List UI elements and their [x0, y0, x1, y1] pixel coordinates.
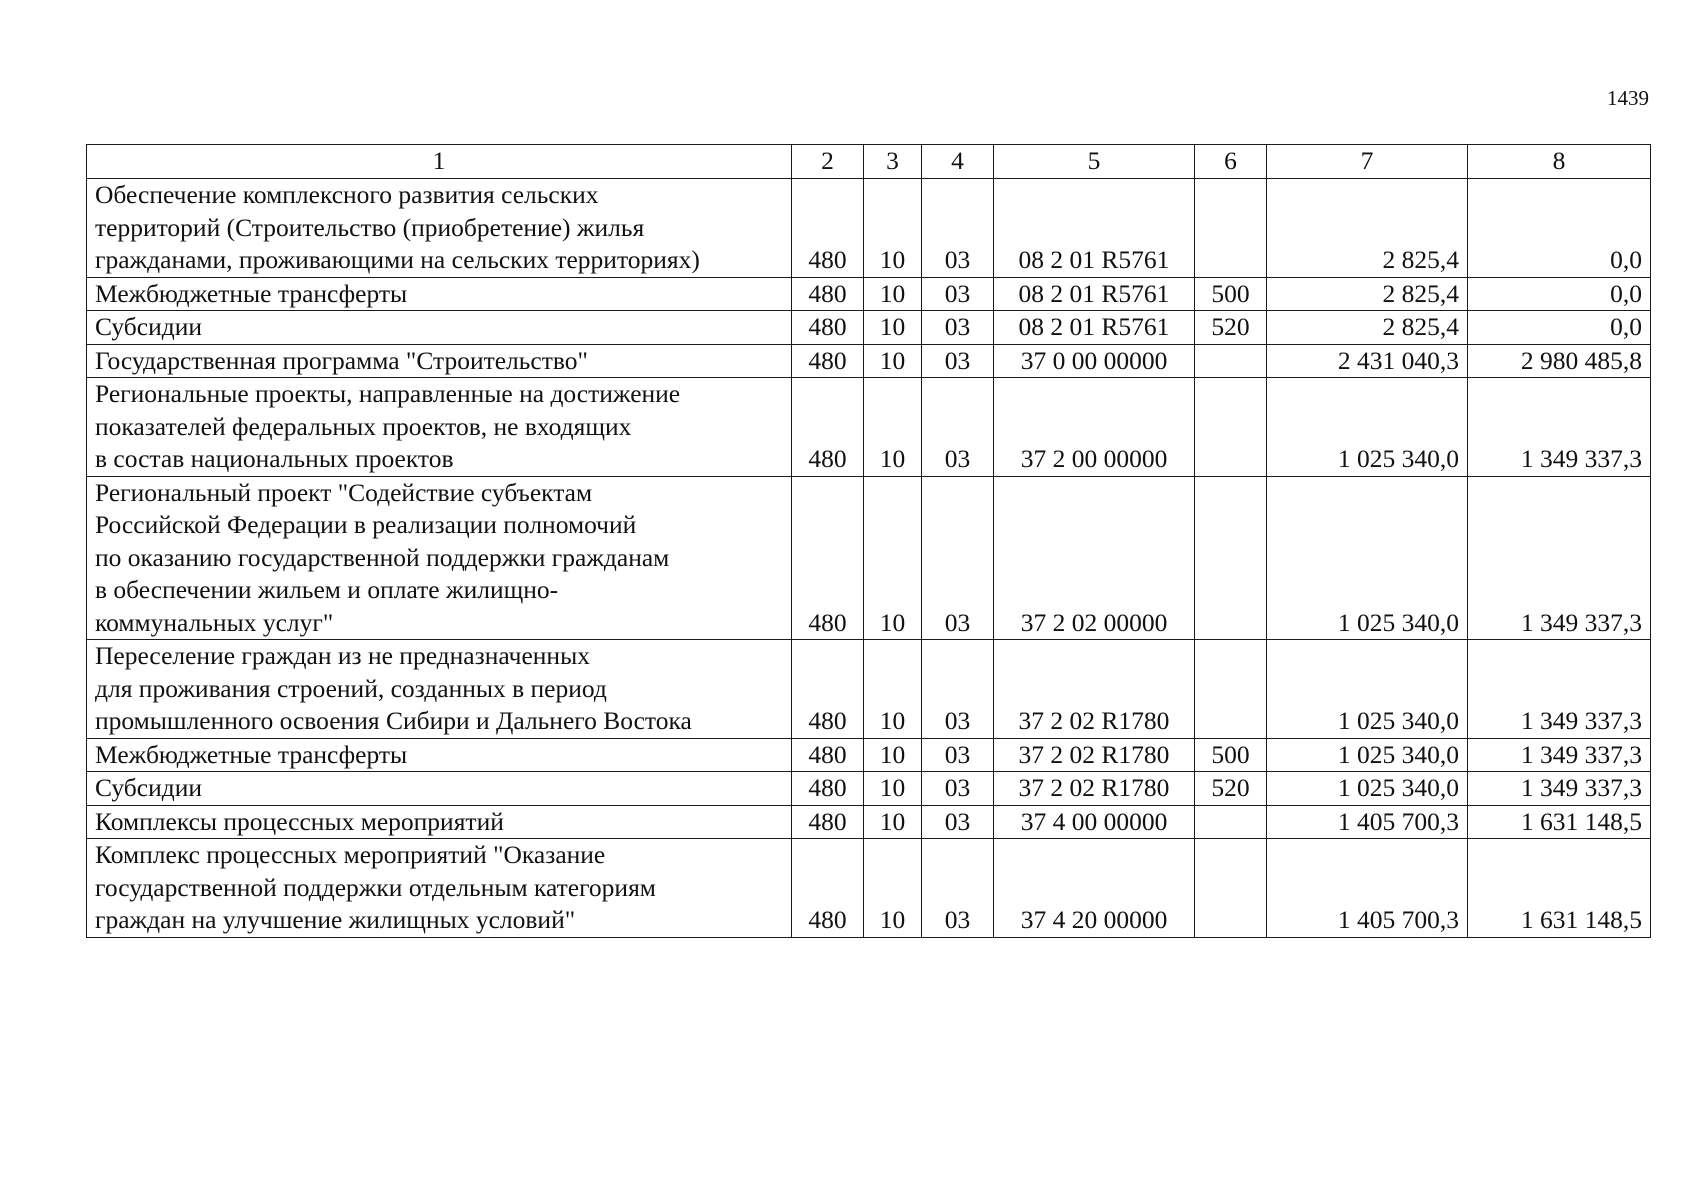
section-cell: 10 — [864, 344, 922, 378]
code-cell: 480 — [792, 179, 864, 278]
expense-type-cell — [1195, 805, 1267, 839]
table-row — [87, 179, 1651, 278]
code-cell: 480 — [792, 344, 864, 378]
amount-cell: 1 025 340,0 — [1267, 476, 1468, 640]
section-cell: 10 — [864, 179, 922, 278]
subsection-cell: 03 — [922, 311, 994, 345]
row-name-cell: Комплекс процессных мероприятий "Оказание государственной поддержки отдельным категориям граждан на улучшение жилищных условий" — [87, 839, 792, 938]
target-article-cell: 37 0 00 00000 — [994, 344, 1195, 378]
row-name-cell: Региональный проект "Содействие субъектам Российской Федерации в реализации полномочий по оказанию государственной поддержки гражданам в обеспечении жильем и оплате жилищно- коммунальных услуг" — [87, 476, 792, 640]
table-row — [87, 311, 1651, 345]
expense-type-cell — [1195, 344, 1267, 378]
subsection-cell: 03 — [922, 476, 994, 640]
amount-cell: 1 349 337,3 — [1468, 640, 1651, 739]
table-header-row — [87, 145, 1651, 179]
amount-cell: 1 349 337,3 — [1468, 738, 1651, 772]
section-cell: 10 — [864, 311, 922, 345]
subsection-cell: 03 — [922, 805, 994, 839]
amount-cell: 1 405 700,3 — [1267, 839, 1468, 938]
column-header: 3 — [864, 145, 922, 179]
expense-type-cell — [1195, 476, 1267, 640]
code-cell: 480 — [792, 476, 864, 640]
subsection-cell: 03 — [922, 179, 994, 278]
row-name-cell: Переселение граждан из не предназначенных для проживания строений, созданных в период промышленного освоения Сибири и Дальнего Востока — [87, 640, 792, 739]
table-row — [87, 738, 1651, 772]
amount-cell: 1 631 148,5 — [1468, 805, 1651, 839]
subsection-cell: 03 — [922, 839, 994, 938]
target-article-cell: 08 2 01 R5761 — [994, 179, 1195, 278]
code-cell: 480 — [792, 311, 864, 345]
column-header: 6 — [1195, 145, 1267, 179]
amount-cell: 2 431 040,3 — [1267, 344, 1468, 378]
row-name-cell: Межбюджетные трансферты — [87, 277, 792, 311]
section-cell: 10 — [864, 378, 922, 477]
expense-type-cell — [1195, 378, 1267, 477]
expense-type-cell: 520 — [1195, 772, 1267, 806]
row-name-cell: Комплексы процессных мероприятий — [87, 805, 792, 839]
table-row — [87, 344, 1651, 378]
expense-type-cell: 500 — [1195, 277, 1267, 311]
target-article-cell: 37 2 02 R1780 — [994, 738, 1195, 772]
table-row — [87, 640, 1651, 739]
table-row — [87, 805, 1651, 839]
section-cell: 10 — [864, 839, 922, 938]
section-cell: 10 — [864, 640, 922, 739]
table-row — [87, 378, 1651, 477]
target-article-cell: 37 2 02 00000 — [994, 476, 1195, 640]
column-header: 2 — [792, 145, 864, 179]
target-article-cell: 08 2 01 R5761 — [994, 277, 1195, 311]
target-article-cell: 37 4 00 00000 — [994, 805, 1195, 839]
section-cell: 10 — [864, 805, 922, 839]
target-article-cell: 37 2 02 R1780 — [994, 640, 1195, 739]
code-cell: 480 — [792, 772, 864, 806]
budget-table — [86, 144, 1651, 938]
code-cell: 480 — [792, 805, 864, 839]
expense-type-cell — [1195, 640, 1267, 739]
amount-cell: 0,0 — [1468, 277, 1651, 311]
target-article-cell: 08 2 01 R5761 — [994, 311, 1195, 345]
row-name-cell: Межбюджетные трансферты — [87, 738, 792, 772]
target-article-cell: 37 2 02 R1780 — [994, 772, 1195, 806]
code-cell: 480 — [792, 378, 864, 477]
target-article-cell: 37 2 00 00000 — [994, 378, 1195, 477]
expense-type-cell — [1195, 839, 1267, 938]
table-row — [87, 772, 1651, 806]
subsection-cell: 03 — [922, 772, 994, 806]
amount-cell: 1 349 337,3 — [1468, 476, 1651, 640]
row-name-cell: Обеспечение комплексного развития сельских территорий (Строительство (приобретение) жилья гражданами, проживающими на сельских территориях) — [87, 179, 792, 278]
amount-cell: 2 825,4 — [1267, 179, 1468, 278]
section-cell: 10 — [864, 738, 922, 772]
amount-cell: 2 825,4 — [1267, 311, 1468, 345]
subsection-cell: 03 — [922, 344, 994, 378]
page-number: 1439 — [1607, 86, 1649, 110]
amount-cell: 1 349 337,3 — [1468, 378, 1651, 477]
amount-cell: 1 631 148,5 — [1468, 839, 1651, 938]
subsection-cell: 03 — [922, 738, 994, 772]
expense-type-cell — [1195, 179, 1267, 278]
code-cell: 480 — [792, 640, 864, 739]
table-row — [87, 476, 1651, 640]
row-name-cell: Государственная программа "Строительство" — [87, 344, 792, 378]
code-cell: 480 — [792, 839, 864, 938]
row-name-cell: Региональные проекты, направленные на достижение показателей федеральных проектов, не входящих в состав национальных проектов — [87, 378, 792, 477]
amount-cell: 2 980 485,8 — [1468, 344, 1651, 378]
amount-cell: 1 405 700,3 — [1267, 805, 1468, 839]
amount-cell: 1 349 337,3 — [1468, 772, 1651, 806]
subsection-cell: 03 — [922, 378, 994, 477]
subsection-cell: 03 — [922, 277, 994, 311]
column-header: 1 — [87, 145, 792, 179]
column-header: 7 — [1267, 145, 1468, 179]
expense-type-cell: 520 — [1195, 311, 1267, 345]
section-cell: 10 — [864, 277, 922, 311]
target-article-cell: 37 4 20 00000 — [994, 839, 1195, 938]
section-cell: 10 — [864, 476, 922, 640]
row-name-cell: Субсидии — [87, 772, 792, 806]
amount-cell: 1 025 340,0 — [1267, 738, 1468, 772]
amount-cell: 0,0 — [1468, 179, 1651, 278]
expense-type-cell: 500 — [1195, 738, 1267, 772]
section-cell: 10 — [864, 772, 922, 806]
table-row — [87, 839, 1651, 938]
column-header: 5 — [994, 145, 1195, 179]
amount-cell: 1 025 340,0 — [1267, 378, 1468, 477]
amount-cell: 1 025 340,0 — [1267, 640, 1468, 739]
row-name-cell: Субсидии — [87, 311, 792, 345]
subsection-cell: 03 — [922, 640, 994, 739]
table-row — [87, 277, 1651, 311]
amount-cell: 0,0 — [1468, 311, 1651, 345]
column-header: 4 — [922, 145, 994, 179]
amount-cell: 2 825,4 — [1267, 277, 1468, 311]
code-cell: 480 — [792, 277, 864, 311]
amount-cell: 1 025 340,0 — [1267, 772, 1468, 806]
code-cell: 480 — [792, 738, 864, 772]
column-header: 8 — [1468, 145, 1651, 179]
